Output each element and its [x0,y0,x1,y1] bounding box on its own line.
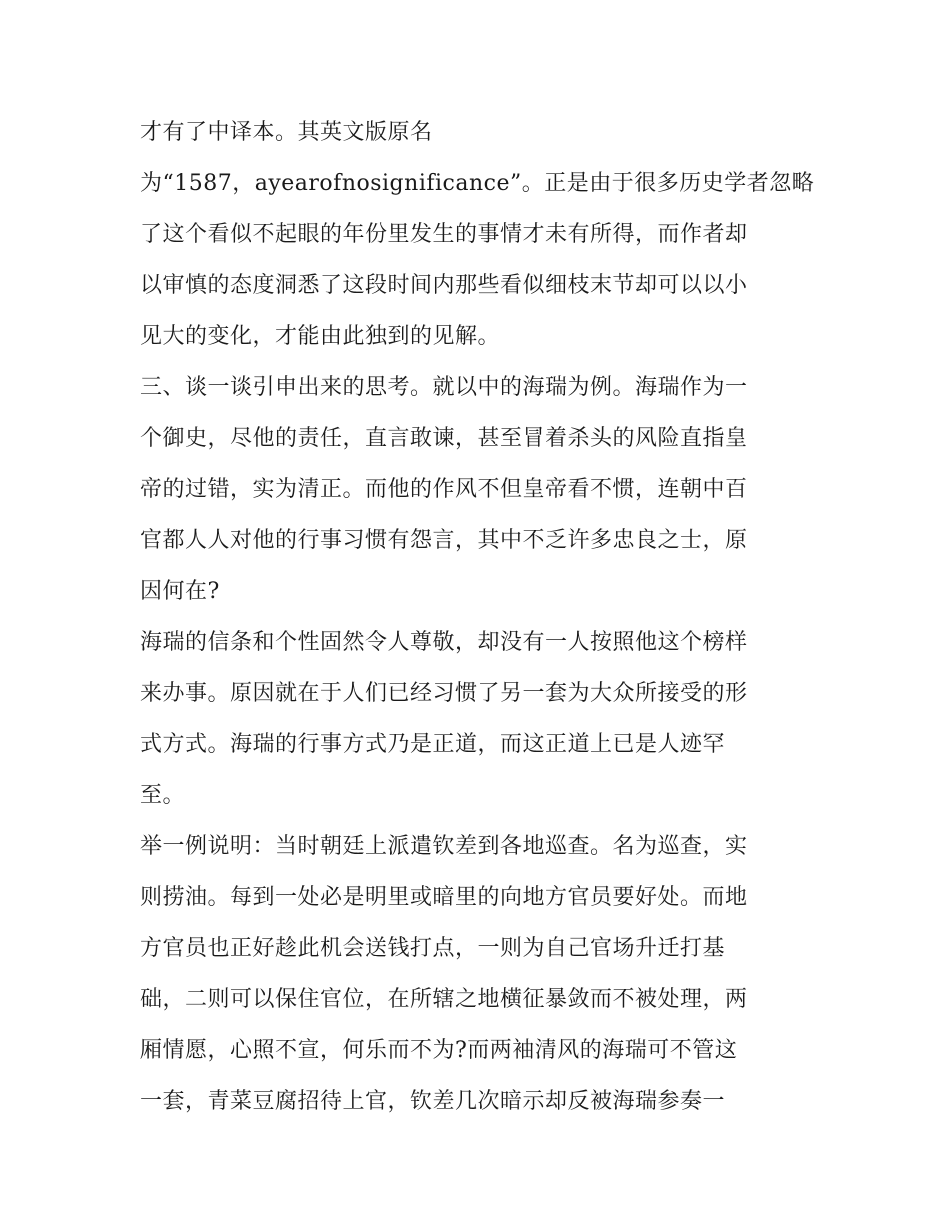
text-line: 举一例说明：当时朝廷上派遣钦差到各地巡查。名为巡查，实 [140,834,748,859]
text-line: 础，二则可以保住官位，在所辖之地横征暴敛而不被处理，两 [140,987,748,1012]
text-line: 来办事。原因就在于人们已经习惯了另一套为大众所接受的形 [140,681,748,706]
text-line: 才有了中译本。其英文版原名 [140,120,433,145]
text-line: 个御史，尽他的责任，直言敢谏，甚至冒着杀头的风险直指皇 [140,426,748,451]
text-line: 帝的过错，实为清正。而他的作风不但皇帝看不惯，连朝中百 [140,477,748,502]
text-line: 一套，青菜豆腐招待上官，钦差几次暗示却反被海瑞参奏一 [140,1089,726,1114]
text-line: 见大的变化，才能由此独到的见解。 [140,324,501,349]
text-line: 厢情愿，心照不宣，何乐而不为?而两袖清风的海瑞可不管这 [140,1038,738,1063]
text-line: 则捞油。每到一处必是明里或暗里的向地方官员要好处。而地 [140,885,748,910]
text-line: 了这个看似不起眼的年份里发生的事情才未有所得，而作者却 [140,222,748,247]
text-line: 海瑞的信条和个性固然令人尊敬，却没有一人按照他这个榜样 [140,630,748,655]
text-line: 至。 [140,783,186,808]
text-line: 因何在? [140,579,220,604]
text-line: 式方式。海瑞的行事方式乃是正道，而这正道上已是人迹罕 [140,732,726,757]
text-line: 以审慎的态度洞悉了这段时间内那些看似细枝末节却可以以小 [140,273,748,298]
text-line: 为“1587，ayearofnosignificance”。正是由于很多历史学者忽略 [140,171,815,196]
body-text [140,107,820,1127]
text-line: 官都人人对他的行事习惯有怨言，其中不乏许多忠良之士，原 [140,528,748,553]
text-line: 方官员也正好趁此机会送钱打点，一则为自己官场升迁打基 [140,936,726,961]
text-line: 三、谈一谈引申出来的思考。就以中的海瑞为例。海瑞作为一 [140,375,748,400]
